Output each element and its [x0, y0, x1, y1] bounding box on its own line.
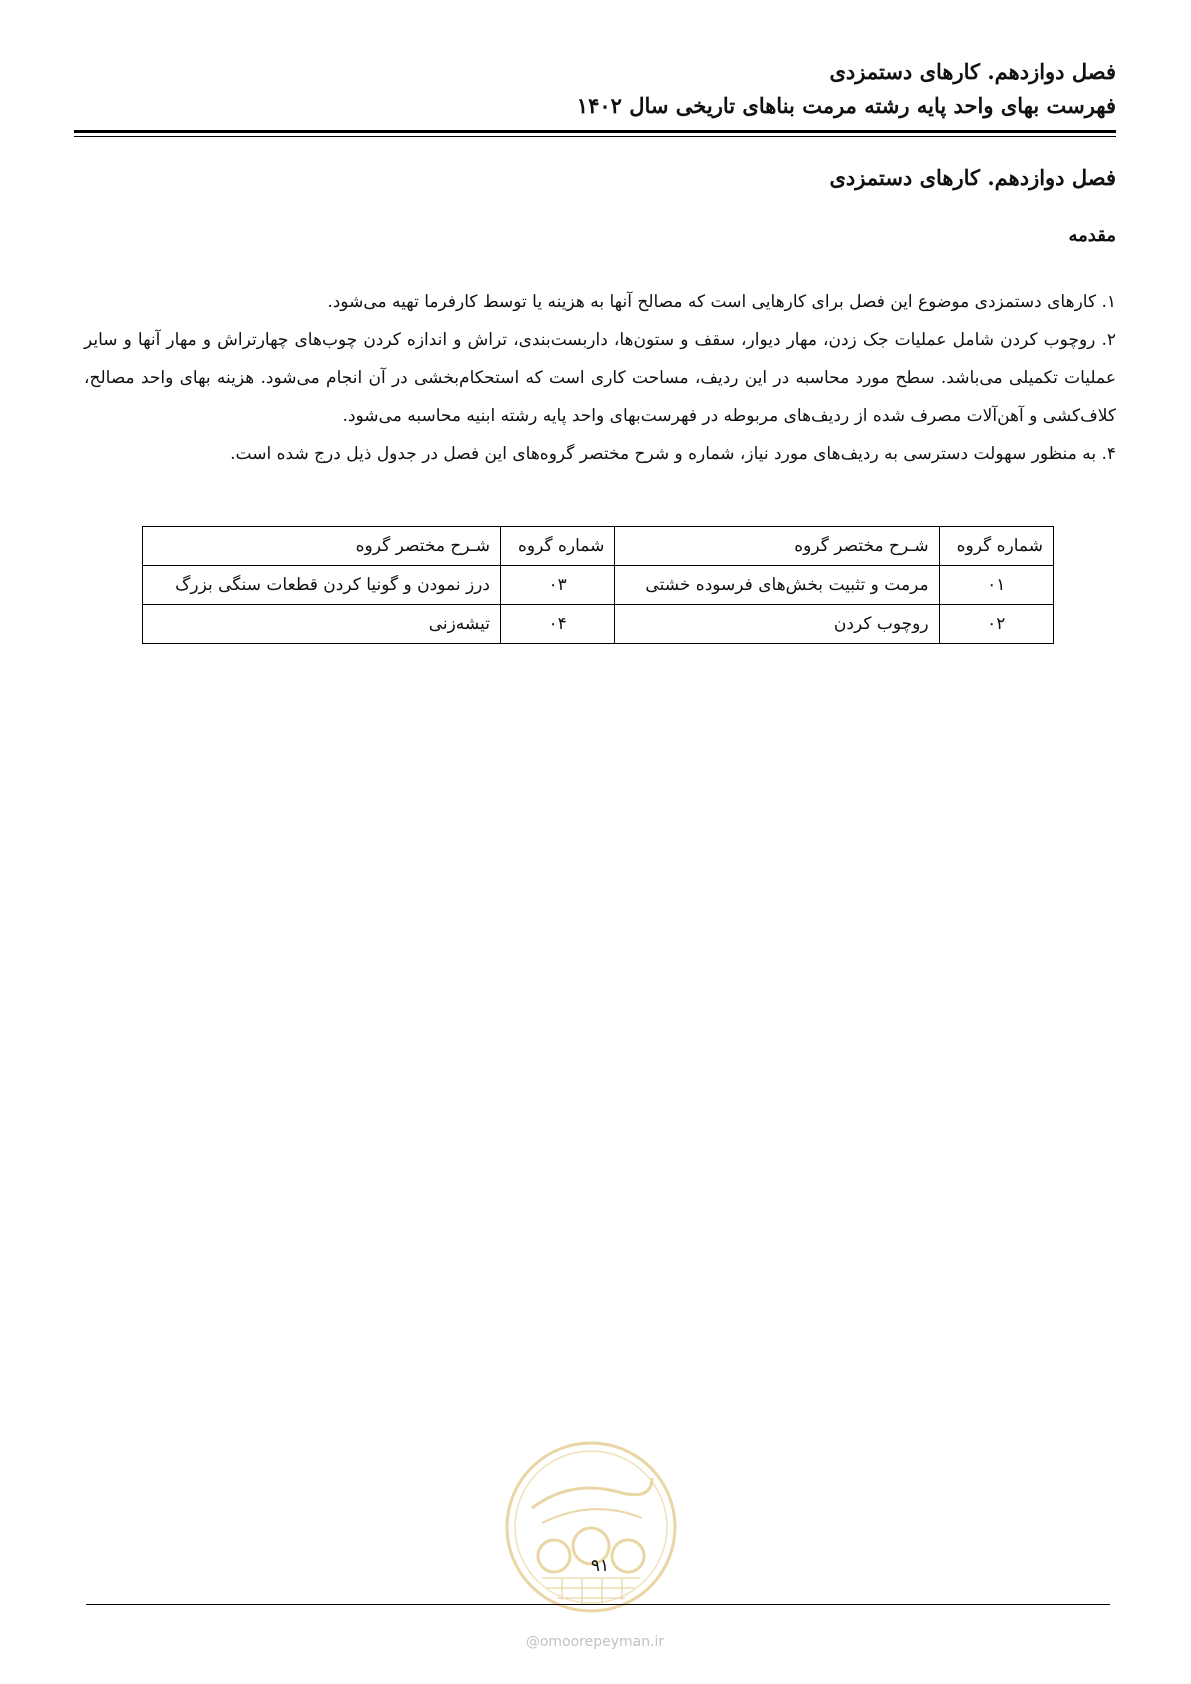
watermark-swash [542, 1509, 642, 1523]
group-description: روچوب کردن [615, 605, 939, 644]
footer-credit: @omoorepeyman.ir [525, 1634, 665, 1650]
header-chapter-line: فصل دوازدهم. کارهای دستمزدی [829, 59, 1116, 84]
group-description: مرمت و تثبیت بخش‌های فرسوده خشتی [615, 566, 939, 605]
paragraph-1: ۱. کارهای دستمزدی موضوع این فصل برای کارهایی است که مصالح آنها به هزینه یا توسط کارفرما تهیه می‌شود. [327, 292, 1116, 312]
watermark-grid [542, 1578, 640, 1604]
group-number: ۰۴ [500, 605, 614, 644]
watermark-logo [502, 1438, 680, 1616]
header-rule-thin [74, 136, 1116, 137]
intro-heading: مقدمه [1068, 225, 1116, 246]
table-header-cell: شـرح مختصر گروه [615, 527, 939, 566]
running-header [74, 55, 1116, 123]
table-header-cell: شـرح مختصر گروه [143, 527, 501, 566]
paragraph-4: ۴. به منظور سهولت دسترسی به ردیف‌های مورد نیاز، شماره و شرح مختصر گروه‌های این فصل در جدول ذیل درج شده است. [230, 444, 1116, 464]
table-header-cell: شماره گروه [500, 527, 614, 566]
intro-body [84, 283, 1116, 473]
paragraph-2: ۲. روچوب کردن شامل عملیات جک زدن، مهار دیوار، سقف و ستون‌ها، داربست‌بندی، تراش و اندازه کردن چوب‌های چهارتراش و مهار آنها و سایر عملیات تکمیلی می‌باشد. سطح مورد محاسبه در این ردیف، مساحت کاری است که استحکام‌بخشی در آن انجام می‌شود. هزینه بهای واحد مصالح، کلاف‌کشی و آهن‌آلات مصرف شده از ردیف‌های مربوطه در فهرست‌بهای واحد پایه رشته ابنیه محاسبه می‌شود. [84, 330, 1116, 426]
table-header-row [143, 527, 1054, 566]
table-header-cell: شماره گروه [939, 527, 1053, 566]
group-number: ۰۱ [939, 566, 1053, 605]
group-description: تیشه‌زنی [143, 605, 501, 644]
header-document-title: فهرست بهای واحد پایه رشته مرمت بناهای تاریخی سال ۱۴۰۲ [576, 93, 1116, 118]
group-description: درز نمودن و گونیا کردن قطعات سنگی بزرگ [143, 566, 501, 605]
page-number: ۹۱ [590, 1556, 610, 1576]
header-rule-thick [74, 130, 1116, 133]
footer-rule [86, 1604, 1110, 1605]
group-number: ۰۳ [500, 566, 614, 605]
table-row [143, 566, 1054, 605]
watermark-calligraphy [532, 1478, 652, 1508]
group-number: ۰۲ [939, 605, 1053, 644]
table-row [143, 605, 1054, 644]
group-table [142, 526, 1054, 644]
chapter-title: فصل دوازدهم. کارهای دستمزدی [829, 165, 1116, 190]
